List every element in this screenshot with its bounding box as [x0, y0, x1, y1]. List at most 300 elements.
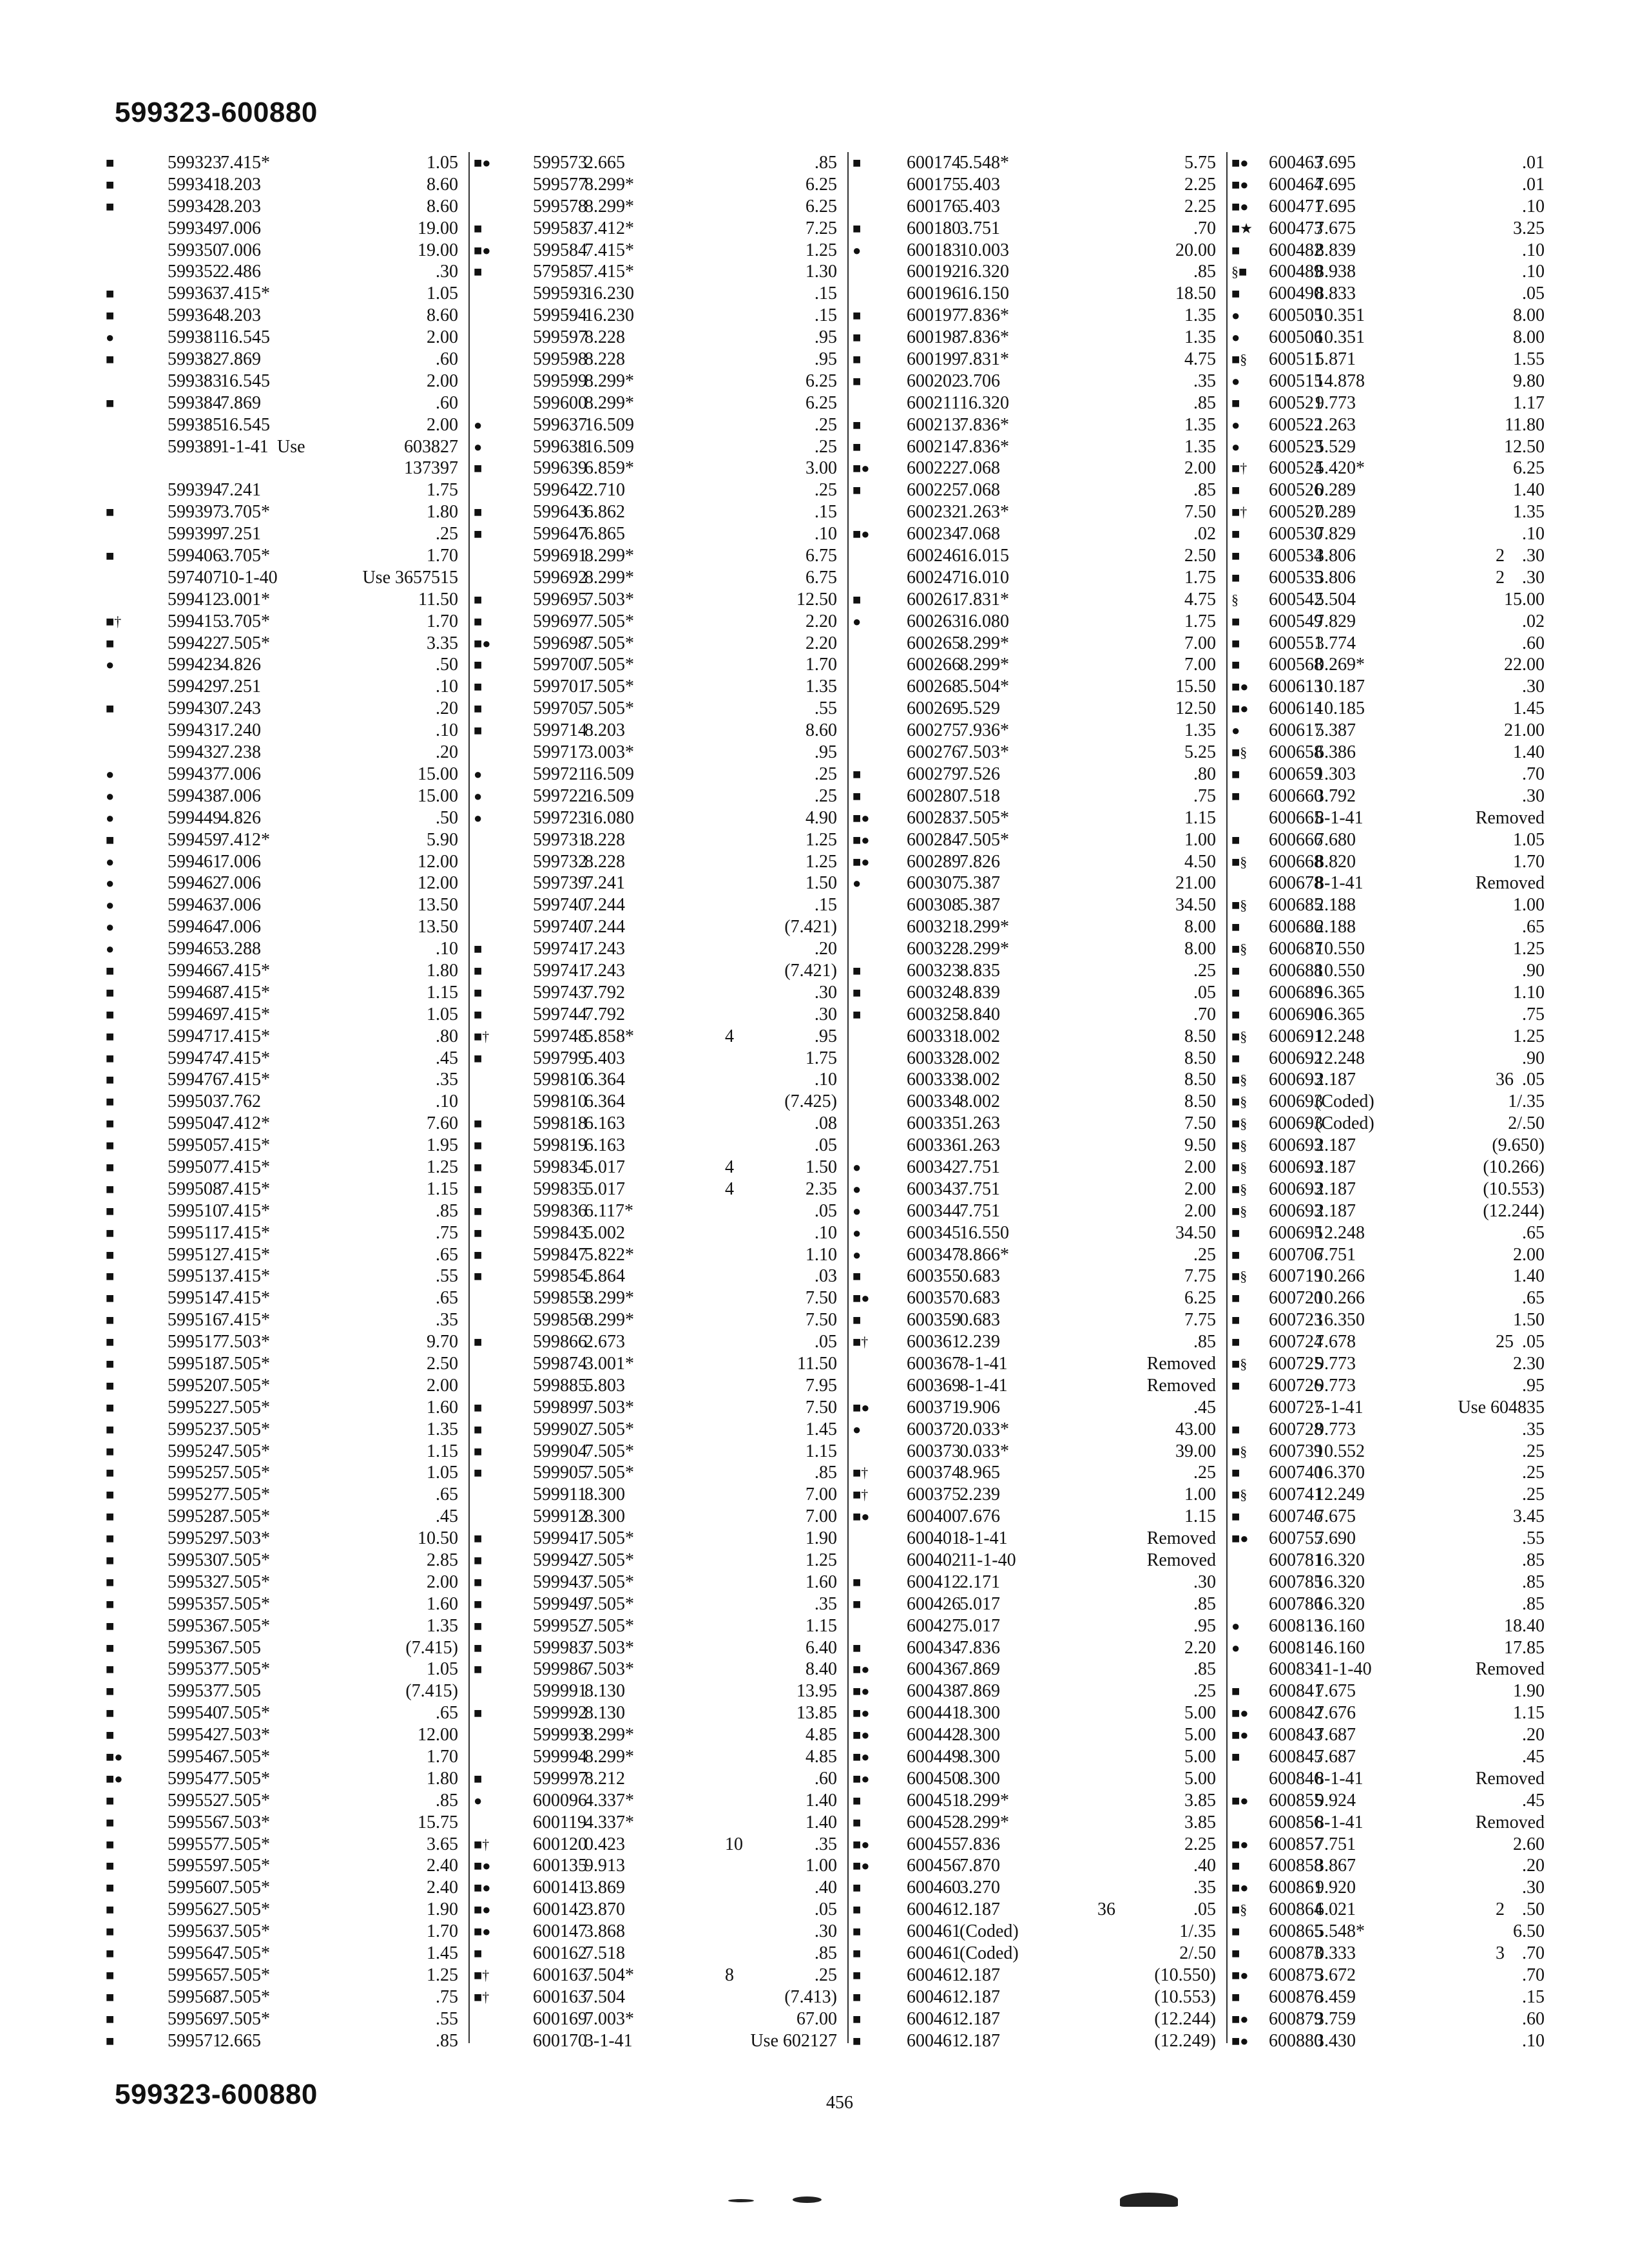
- table-row: [474, 611, 846, 633]
- part-number: 600534: [1269, 546, 1323, 566]
- price-value: 8.60: [427, 196, 458, 216]
- marker-symbols: ■: [474, 941, 483, 957]
- table-row: [97, 218, 467, 240]
- table-row: [853, 1048, 1225, 1070]
- table-row: [474, 829, 846, 851]
- part-number: 600334: [907, 1091, 961, 1112]
- table-row: [97, 2008, 467, 2030]
- marker-symbols: ■: [474, 1530, 483, 1547]
- marker-symbols: ●: [106, 809, 115, 826]
- part-number: 600211: [907, 392, 960, 413]
- table-row: [853, 960, 1225, 982]
- marker-symbols: ■§: [1231, 1158, 1248, 1175]
- table-row: [1231, 1441, 1554, 1463]
- table-row: [97, 261, 467, 283]
- spec-value: 8.212: [584, 1768, 625, 1789]
- part-number: 599810: [533, 1091, 587, 1112]
- part-number: 600222: [907, 458, 961, 479]
- marker-symbols: ■: [1231, 635, 1240, 651]
- table-row: [853, 1768, 1225, 1790]
- part-number: 599866: [533, 1332, 587, 1352]
- price-value: 4.85: [805, 1725, 837, 1745]
- spec-value: 8-1-41: [1315, 807, 1364, 828]
- spec-value: 5.017: [959, 1615, 1000, 1636]
- marker-symbols: ■: [1231, 1246, 1240, 1263]
- page-number: 456: [826, 2093, 853, 2113]
- part-number: 599559: [168, 1856, 222, 1876]
- table-row: [853, 1921, 1225, 1943]
- price-value: Removed: [1146, 1550, 1216, 1570]
- table-row: [853, 1506, 1225, 1528]
- table-row: [97, 414, 467, 436]
- price-value: 8.60: [427, 174, 458, 195]
- table-row: [97, 894, 467, 916]
- part-number: 599642: [533, 480, 587, 501]
- marker-symbols: ■: [853, 984, 862, 1001]
- price-value: 1.15: [427, 1178, 458, 1199]
- table-row: [474, 1397, 846, 1419]
- spec-value: 5.017: [584, 1178, 625, 1199]
- table-row: [1231, 1462, 1554, 1484]
- part-number: 600530: [1269, 524, 1323, 544]
- marker-symbols: ■: [1231, 1465, 1240, 1481]
- spec-value: 7.412*: [220, 1113, 270, 1134]
- qualifier-value: Use: [277, 436, 305, 457]
- spec-value: 7.503*: [220, 1725, 270, 1745]
- marker-symbols: ■: [853, 351, 862, 368]
- price-value: 1.70: [427, 546, 458, 566]
- spec-value: 3.806: [1315, 567, 1356, 588]
- spec-value: 9.773: [1315, 1375, 1356, 1396]
- spec-value: 10.266: [1315, 1266, 1365, 1287]
- price-value: .10: [436, 677, 458, 697]
- price-value: 1.35: [805, 677, 837, 697]
- part-number: 600865: [1269, 1921, 1323, 1942]
- price-value: .05: [1522, 284, 1545, 304]
- table-row: [97, 1048, 467, 1070]
- column-1: [97, 152, 467, 2052]
- part-number: 599503: [168, 1091, 222, 1112]
- marker-symbols: ■: [106, 1836, 115, 1852]
- table-row: [97, 785, 467, 807]
- price-value: 1.45: [805, 1419, 837, 1439]
- table-row: [474, 1571, 846, 1593]
- table-row: [474, 851, 846, 873]
- price-value: .25: [815, 414, 837, 435]
- table-row: [853, 1528, 1225, 1550]
- spec-value: 0.289: [1315, 480, 1356, 501]
- table-row: [97, 501, 467, 523]
- price-value: 6.25: [805, 370, 837, 391]
- price-value: 13.85: [796, 1703, 837, 1724]
- spec-value: 7.505*: [220, 1856, 270, 1876]
- part-number: 599563: [168, 1921, 222, 1942]
- marker-symbols: ■: [474, 1180, 483, 1197]
- part-number: 599465: [168, 939, 222, 959]
- part-number: 600693: [1269, 1157, 1323, 1177]
- marker-symbols: ■●: [853, 1836, 870, 1852]
- table-row: [853, 305, 1225, 327]
- spec-value: 3.806: [1315, 546, 1356, 566]
- price-value: .95: [815, 742, 837, 763]
- spec-value: 7.505*: [584, 655, 634, 675]
- part-number: 599885: [533, 1375, 587, 1396]
- spec-value: 7.415*: [220, 1157, 270, 1177]
- price-value: 1.50: [1513, 1310, 1545, 1331]
- table-row: [853, 1571, 1225, 1593]
- part-number: 600369: [907, 1375, 961, 1396]
- price-value: 1.00: [805, 1856, 837, 1876]
- spec-value: 7.751: [959, 1157, 1000, 1177]
- price-value: .05: [1193, 982, 1216, 1003]
- price-value: .45: [436, 1506, 458, 1527]
- table-row: [474, 742, 846, 764]
- table-row: [474, 1419, 846, 1441]
- marker-symbols: ■: [106, 1028, 115, 1044]
- spec-value: 7.244: [584, 917, 625, 937]
- price-value: .85: [815, 1943, 837, 1964]
- part-number: 600426: [907, 1593, 961, 1614]
- marker-symbols: ■: [853, 1639, 862, 1656]
- table-row: [853, 152, 1225, 174]
- table-row: [1231, 1309, 1554, 1331]
- price-value: .35: [1193, 1878, 1216, 1898]
- table-row: [853, 196, 1225, 218]
- table-row: [853, 1550, 1225, 1571]
- marker-symbols: ■: [474, 1421, 483, 1437]
- price-value: .30: [815, 1004, 837, 1024]
- marker-symbols: ■§: [1231, 744, 1248, 761]
- price-value: 1.05: [427, 1659, 458, 1680]
- marker-symbols: ■†: [1231, 504, 1248, 521]
- spec-value: 12.248: [1315, 1222, 1365, 1243]
- marker-symbols: ●: [474, 438, 483, 455]
- part-number: 600463: [1269, 153, 1323, 173]
- table-row: [853, 1899, 1225, 1921]
- price-value: 2.35: [805, 1178, 837, 1199]
- part-number: 600345: [907, 1222, 961, 1243]
- table-row: [853, 676, 1225, 698]
- marker-symbols: ●: [1231, 722, 1240, 739]
- table-row: [97, 1834, 467, 1856]
- price-value: .90: [1522, 960, 1545, 981]
- marker-symbols: ■: [106, 1988, 115, 2005]
- part-number: 600781: [1269, 1550, 1323, 1570]
- table-row: [474, 479, 846, 501]
- table-row: [97, 1353, 467, 1375]
- table-row: [97, 1375, 467, 1397]
- marker-symbols: ■: [1231, 919, 1240, 936]
- table-row: [853, 1986, 1225, 2008]
- spec-value: 7.503*: [959, 742, 1009, 763]
- price-value: .15: [815, 502, 837, 523]
- spec-value: 7.415*: [584, 262, 634, 282]
- spec-value: 2.665: [220, 2030, 261, 2051]
- marker-symbols: ■†: [474, 1966, 490, 1983]
- marker-symbols: ■: [853, 1966, 862, 1983]
- part-number: 599514: [168, 1288, 222, 1309]
- price-value: 8.50: [1184, 1070, 1216, 1090]
- price-value: .30: [815, 982, 837, 1003]
- marker-symbols: ■: [853, 438, 862, 455]
- spec-value: 9.924: [1315, 1790, 1356, 1811]
- price-value: .85: [1193, 1659, 1216, 1680]
- spec-value: 16.365: [1315, 982, 1365, 1003]
- price-value: 8.50: [1184, 1091, 1216, 1112]
- price-value: .85: [1193, 480, 1216, 501]
- price-value: 34.50: [1175, 895, 1216, 916]
- part-number: 599384: [168, 392, 222, 413]
- part-number: 599430: [168, 698, 222, 719]
- table-row: [1231, 1397, 1554, 1419]
- part-number: 599537: [168, 1659, 222, 1680]
- price-value: 7.25: [805, 218, 837, 238]
- marker-symbols: ■: [106, 831, 115, 848]
- spec-value: 1.263*: [959, 502, 1009, 523]
- table-row: [1231, 1702, 1554, 1724]
- part-number: 599835: [533, 1178, 587, 1199]
- spec-value: 6.859*: [584, 458, 634, 479]
- table-row: [853, 611, 1225, 633]
- spec-value: 7.503*: [220, 1528, 270, 1549]
- spec-value: 7.680: [1315, 829, 1356, 850]
- part-number: 600693: [1269, 1070, 1323, 1090]
- part-number: 600402: [907, 1550, 961, 1570]
- price-value: 1.05: [427, 284, 458, 304]
- part-number: 599468: [168, 982, 222, 1003]
- part-number: 599429: [168, 677, 222, 697]
- marker-symbols: ■: [106, 1683, 115, 1700]
- price-value: (7.425): [784, 1091, 837, 1112]
- part-number: 599383: [168, 370, 222, 391]
- table-row: [474, 1812, 846, 1834]
- spec-value: 7.240: [220, 720, 261, 741]
- price-value: 3.85: [1184, 1812, 1216, 1832]
- spec-value: 7.505*: [220, 1353, 270, 1374]
- marker-symbols: ■: [474, 722, 483, 739]
- marker-symbols: ■: [474, 264, 483, 280]
- part-number: 600276: [907, 742, 961, 763]
- marker-symbols: ■: [853, 155, 862, 171]
- table-row: [1231, 240, 1554, 262]
- table-row: [853, 436, 1225, 458]
- price-value: 5.00: [1184, 1703, 1216, 1724]
- price-value: 1.90: [427, 1899, 458, 1920]
- price-value: 8.40: [805, 1659, 837, 1680]
- table-row: [474, 938, 846, 960]
- part-number: 600726: [1269, 1375, 1323, 1396]
- marker-symbols: ■§: [1231, 351, 1248, 368]
- part-number: 600412: [907, 1571, 961, 1592]
- part-number: 600685: [1269, 895, 1323, 916]
- table-row: [853, 261, 1225, 283]
- spec-value: 10.266: [1315, 1288, 1365, 1309]
- part-number: 600198: [907, 327, 961, 348]
- spec-value: 5.504: [1315, 589, 1356, 610]
- price-value: 1.35: [427, 1419, 458, 1439]
- spec-value: 8.299*: [584, 370, 634, 391]
- table-row: [853, 1615, 1225, 1637]
- table-row: [474, 261, 846, 283]
- table-row: [97, 392, 467, 414]
- spec-value: 7.068: [959, 458, 1000, 479]
- spec-value: 7.518: [584, 1943, 625, 1964]
- price-value: .10: [1522, 262, 1545, 282]
- table-row: [474, 1790, 846, 1812]
- price-value: 10.50: [418, 1528, 458, 1549]
- table-row: [474, 1331, 846, 1353]
- table-row: [97, 1222, 467, 1244]
- part-number: 600343: [907, 1178, 961, 1199]
- table-row: [474, 1986, 846, 2008]
- spec-value: 7.505*: [220, 1375, 270, 1396]
- part-number: 600724: [1269, 1332, 1323, 1352]
- part-number: 599474: [168, 1048, 222, 1068]
- table-row: [1231, 698, 1554, 720]
- price-value: (12.244): [1483, 1200, 1545, 1221]
- spec-value: 8.299*: [959, 1812, 1009, 1832]
- price-value: 5.00: [1184, 1747, 1216, 1767]
- price-value: .85: [436, 1200, 458, 1221]
- price-value: .60: [1522, 633, 1545, 653]
- marker-symbols: ■: [474, 504, 483, 521]
- price-value: .55: [436, 2008, 458, 2029]
- part-number: 599731: [533, 829, 587, 850]
- marker-symbols: ■§: [1231, 897, 1248, 914]
- price-value: 8.00: [1513, 327, 1545, 348]
- marker-symbols: ■: [474, 1552, 483, 1568]
- spec-value: 8.866*: [959, 1244, 1009, 1265]
- marker-symbols: ●: [1231, 1639, 1240, 1656]
- part-number: 599571: [168, 2030, 222, 2051]
- part-number: 600331: [907, 1026, 961, 1046]
- marker-symbols: ■●: [474, 1901, 491, 1918]
- spec-value: 8.002: [959, 1091, 1000, 1112]
- price-value: 5.00: [1184, 1768, 1216, 1789]
- marker-symbols: ■: [1231, 1945, 1240, 1962]
- price-value: 8.00: [1184, 917, 1216, 937]
- marker-symbols: ●: [1231, 372, 1240, 389]
- table-row: [853, 457, 1225, 479]
- price-value: .85: [1522, 1550, 1545, 1570]
- marker-symbols: ■: [1231, 1050, 1240, 1066]
- price-value: 1.10: [805, 1244, 837, 1265]
- price-value: 1.15: [805, 1441, 837, 1461]
- table-row: [97, 1877, 467, 1899]
- table-row: [1231, 1768, 1554, 1790]
- spec-value: 9.773: [1315, 1419, 1356, 1439]
- table-row: [1231, 1637, 1554, 1659]
- table-row: [853, 1943, 1225, 1965]
- spec-value: 4.337*: [584, 1790, 634, 1811]
- price-value: .10: [1522, 196, 1545, 216]
- table-row: [97, 1724, 467, 1746]
- spec-value: 4.826: [220, 807, 261, 828]
- table-row: [1231, 261, 1554, 283]
- price-value: .60: [436, 392, 458, 413]
- table-row: [853, 1441, 1225, 1463]
- price-value: .25: [1193, 1244, 1216, 1265]
- price-value: .85: [1522, 1571, 1545, 1592]
- marker-symbols: ■: [853, 962, 862, 979]
- price-value: 1.35: [1184, 720, 1216, 741]
- spec-value: 3.001*: [584, 1353, 634, 1374]
- price-value: 137397: [404, 458, 458, 479]
- table-row: [853, 283, 1225, 305]
- marker-symbols: ■: [853, 1923, 862, 1940]
- price-value: .05: [1522, 1070, 1545, 1090]
- price-value: .65: [436, 1288, 458, 1309]
- spec-value: 16.320: [959, 392, 1009, 413]
- price-value: .35: [1193, 370, 1216, 391]
- spec-value: 5.822*: [584, 1244, 634, 1265]
- price-value: 7.50: [1184, 502, 1216, 523]
- qualifier-value: 4: [725, 1026, 734, 1046]
- table-row: [1231, 1069, 1554, 1091]
- part-number: 599342: [168, 196, 222, 216]
- spec-value: 3.870: [584, 1899, 625, 1920]
- table-row: [1231, 785, 1554, 807]
- price-value: 12.00: [418, 873, 458, 894]
- marker-symbols: ■: [474, 1158, 483, 1175]
- price-value: 2.50: [427, 1353, 458, 1374]
- table-row: [474, 1113, 846, 1135]
- part-number: 599855: [533, 1288, 587, 1309]
- spec-value: 7.415*: [220, 1048, 270, 1068]
- part-number: 599423: [168, 655, 222, 675]
- part-number: 599692: [533, 567, 587, 588]
- table-row: [853, 938, 1225, 960]
- marker-symbols: ■●: [1231, 176, 1249, 193]
- table-row: [853, 1375, 1225, 1397]
- marker-symbols: ●: [1231, 329, 1240, 346]
- spec-value: 2.187: [1315, 1200, 1356, 1221]
- spec-value: 7.505*: [220, 1441, 270, 1461]
- price-value: 2.00: [1184, 1157, 1216, 1177]
- part-number: 599748: [533, 1026, 587, 1046]
- table-row: [97, 567, 467, 589]
- spec-value: 7.836: [959, 1637, 1000, 1658]
- spec-value: 7.505*: [220, 1703, 270, 1724]
- table-row: [97, 1899, 467, 1921]
- table-row: [853, 1462, 1225, 1484]
- price-value: .95: [1193, 1615, 1216, 1636]
- spec-value: 2.673: [584, 1332, 625, 1352]
- table-row: [1231, 523, 1554, 545]
- marker-symbols: ■: [106, 1465, 115, 1481]
- price-value: 1.17: [1513, 392, 1545, 413]
- marker-symbols: ■†: [853, 1486, 869, 1503]
- marker-symbols: ■: [106, 155, 115, 171]
- spec-value: 3.705*: [220, 611, 270, 631]
- table-row: [474, 152, 846, 174]
- part-number: 599364: [168, 305, 222, 326]
- spec-value: 7.006: [220, 240, 261, 260]
- spec-value: 7.415*: [220, 960, 270, 981]
- table-row: [474, 1593, 846, 1615]
- price-value: 11.80: [1505, 414, 1545, 435]
- table-row: [1231, 938, 1554, 960]
- marker-symbols: ■: [474, 1202, 483, 1219]
- part-number: 600344: [907, 1200, 961, 1221]
- table-row: [474, 1069, 846, 1091]
- spec-value: 7.003*: [584, 2008, 634, 2029]
- price-value: 2.60: [1513, 1834, 1545, 1854]
- spec-value: 7.415*: [220, 1026, 270, 1046]
- spec-value: 0.683: [959, 1310, 1000, 1331]
- marker-symbols: ■●: [853, 1858, 870, 1874]
- table-row: [853, 1244, 1225, 1266]
